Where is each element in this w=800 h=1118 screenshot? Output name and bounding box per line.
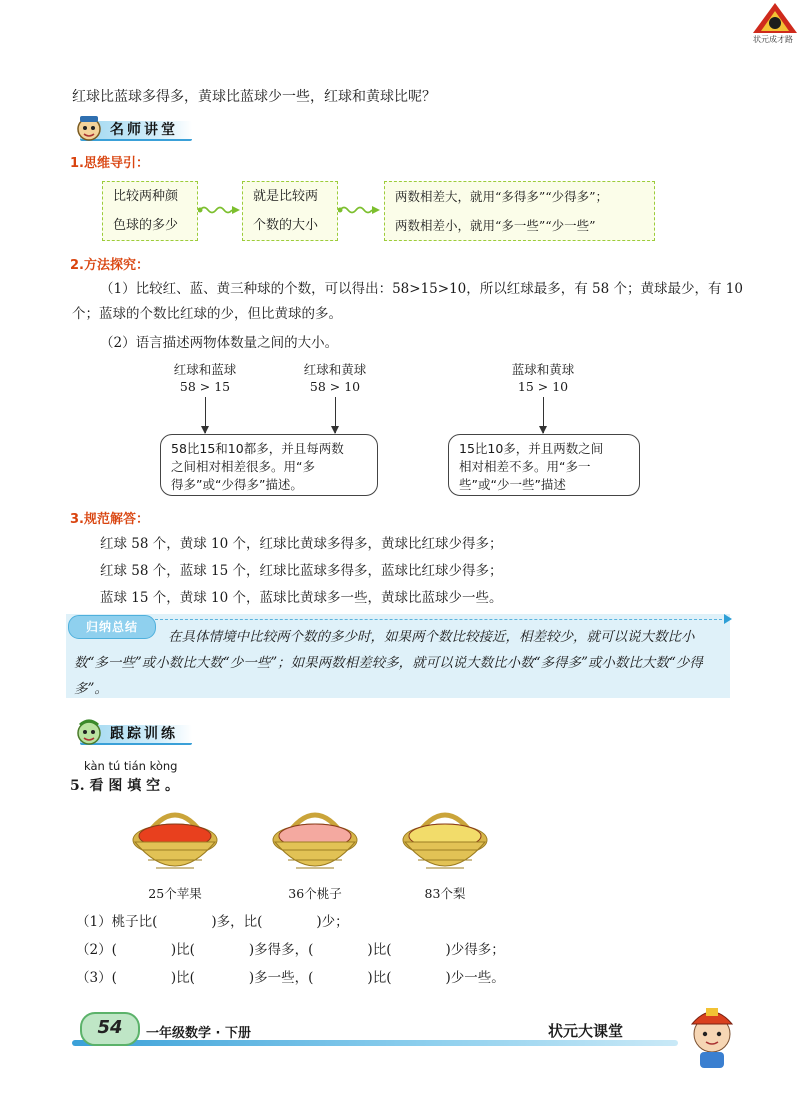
section-training-title: 跟踪训练 (110, 726, 178, 742)
q5-line-3: （3）( )比( )多一些，( )比( )少一些。 (76, 970, 505, 986)
pair-3-name: 蓝球和黄球 (511, 362, 575, 377)
answer-line-2: 红球 58 个，蓝球 15 个，红球比蓝球多得多，蓝球比红球少得多； (100, 563, 503, 579)
pair-2-expr: 58 > 10 (309, 379, 361, 394)
pair-1-expr: 58 > 15 (179, 379, 231, 394)
arrow-pair-1 (205, 397, 206, 433)
q5-title: 5. 看 图 填 空 。 (70, 778, 179, 794)
arrow-pair-2 (335, 397, 336, 433)
answer-line-1: 红球 58 个，黄球 10 个，红球比黄球多得多，黄球比红球少得多； (100, 536, 503, 552)
caption-apples: 25个苹果 (148, 886, 202, 901)
pair-3 (498, 361, 588, 395)
caption-peaches: 36个桃子 (288, 886, 342, 901)
section-teacher-header (80, 120, 192, 142)
pair-1-name: 红球和蓝球 (173, 362, 237, 377)
logo-text: 状元成才路 (753, 35, 793, 44)
summary-divider (155, 619, 727, 620)
q5-line-2: （2）( )比( )多得多，( )比( )少得多； (76, 942, 505, 958)
q5-line-1: （1）桃子比( )多，比( )少； (76, 914, 349, 930)
section-training-header (80, 724, 192, 746)
explain-right-line2: 相对相差不多。用“多一 (459, 459, 591, 474)
caption-pears: 83个梨 (424, 886, 466, 901)
flow-box-3-line2: 两数相差小，就用“多一些”“少一些” (395, 218, 596, 233)
flow-box-1-line2: 色球的多少 (113, 218, 179, 233)
mascot-icon (680, 1004, 744, 1070)
section-teacher-title: 名师讲堂 (110, 122, 178, 138)
basket-peaches (270, 800, 360, 878)
q5-pinyin: kàn tú tián kòng (84, 759, 178, 773)
pair-2-name: 红球和黄球 (303, 362, 367, 377)
publisher-logo (752, 2, 798, 34)
wave-arrow-2 (338, 203, 384, 217)
step1-title: 1.思维导引： (70, 156, 149, 171)
flow-box-3 (384, 181, 655, 241)
explain-left-line3: 得多”或“少得多”描述。 (171, 477, 303, 492)
summary-arrow-icon (724, 614, 732, 624)
step2-p2: （2）语言描述两物体数量之间的大小。 (100, 335, 339, 351)
explain-left-line1: 58比15和10都多，并且每两数 (171, 441, 344, 456)
explain-right-line1: 15比10多，并且两数之间 (459, 441, 604, 456)
summary-badge: 归纳总结 (68, 615, 156, 639)
step2-p1-line1: （1）比较红、蓝、黄三种球的个数，可以得出：58>15>10，所以红球最多，有 58 个；黄球最少，有 10 (100, 281, 743, 297)
arrow-pair-3 (543, 397, 544, 433)
basket-apples (130, 800, 220, 878)
flow-box-2 (242, 181, 338, 241)
explain-box-left (160, 434, 378, 496)
step2-p1-line2: 个；蓝球的个数比红球的少，但比黄球的多。 (72, 306, 342, 322)
brand-name: 状元大课堂 (548, 1022, 624, 1040)
pair-2 (290, 361, 380, 395)
teacher-icon (74, 113, 104, 143)
step3-title: 3.规范解答： (70, 512, 149, 527)
flow-box-2-line1: 就是比较两 (253, 189, 319, 204)
step2-title: 2.方法探究： (70, 258, 149, 273)
explain-right-line3: 些”或“少一些”描述 (459, 477, 566, 492)
wave-arrow-1 (198, 203, 242, 217)
explain-box-right (448, 434, 640, 496)
flow-box-3-line1: 两数相差大，就用“多得多”“少得多”； (395, 189, 609, 204)
training-icon (74, 717, 104, 747)
basket-pears (400, 800, 490, 878)
flow-box-2-line2: 个数的大小 (253, 218, 319, 233)
answer-line-3: 蓝球 15 个，黄球 10 个，蓝球比黄球多一些，黄球比蓝球少一些。 (100, 590, 503, 606)
pair-1 (160, 361, 250, 395)
flow-box-1 (102, 181, 198, 241)
page-number: 54 (80, 1012, 140, 1046)
intro-question: 红球比蓝球多得多，黄球比蓝球少一些，红球和黄球比呢？ (72, 89, 436, 105)
book-name: 一年级数学 · 下册 (146, 1026, 251, 1041)
pair-3-expr: 15 > 10 (517, 379, 569, 394)
explain-left-line2: 之间相对相差很多。用“多 (171, 459, 315, 474)
flow-box-1-line1: 比较两种颜 (113, 189, 179, 204)
summary-text: 在具体情境中比较两个数的多少时，如果两个数比较接近，相差较少，就可以说大数比小数“多一些”或小数比大数“少一些”；如果两数相差较多，就可以说大数比小数“多得多”或小数比大数“少得多”。 (74, 629, 703, 697)
